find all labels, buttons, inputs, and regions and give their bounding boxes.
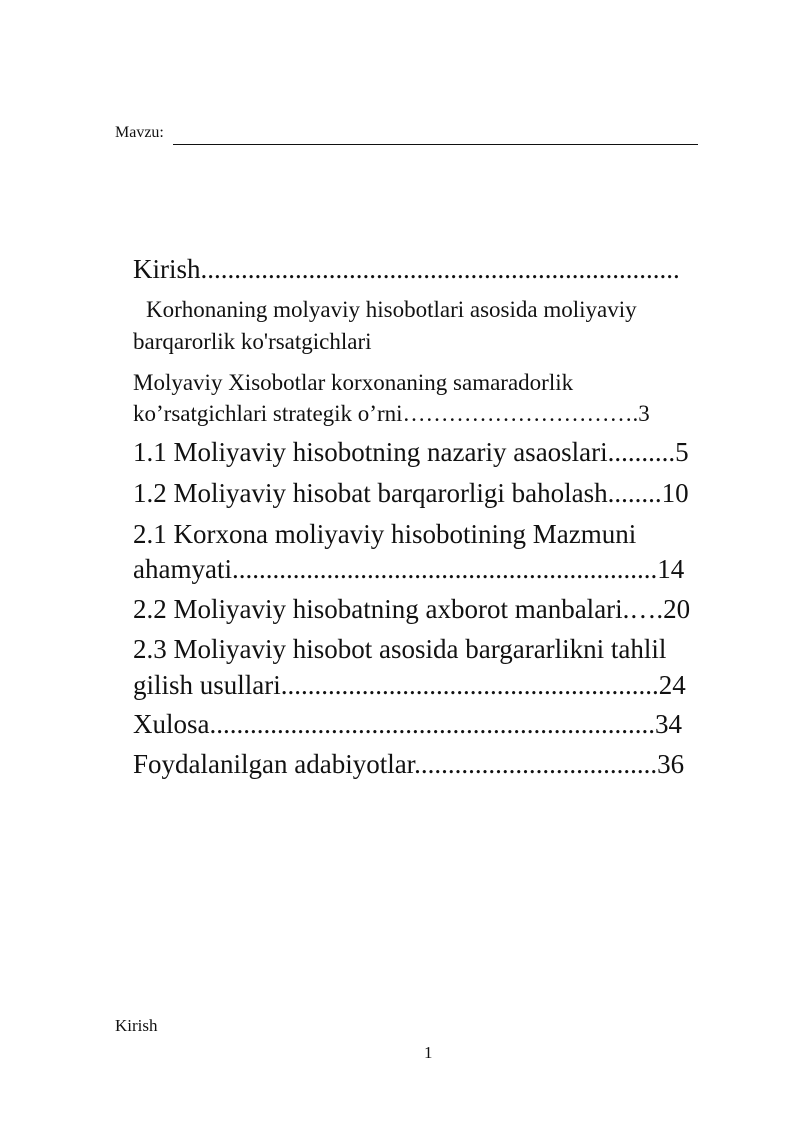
topic-underline	[173, 144, 698, 145]
toc-entry-xisobotlar-line2: ko’rsatgichlari strategik o’rni………………………….3	[133, 401, 650, 426]
toc-section-title-line1: Korhonaning molyaviy hisobotlari asosida moliyaviy	[146, 297, 637, 322]
page-number: 1	[424, 1043, 433, 1062]
toc-entry-xisobotlar-line1: Molyaviy Xisobotlar korxonaning samaradorlik	[133, 370, 574, 395]
topic-label: Mavzu:	[115, 124, 164, 141]
toc-entry-2-3-line1: 2.3 Moliyaviy hisobot asosida bargararlikni tahlil	[133, 634, 667, 664]
toc-entry-adabiyotlar: Foydalanilgan adabiyotlar....................................36	[133, 749, 685, 779]
toc-entry-1-2: 1.2 Moliyaviy hisobat barqarorligi baholash........10	[133, 478, 689, 508]
toc-section-title-line2: barqarorlik ko'rsatgichlari	[133, 329, 372, 354]
toc-entry-kirish: Kirish.......................................................................	[133, 254, 680, 284]
toc-entry-2-1-line2: ahamyati...............................................................14	[133, 554, 685, 584]
toc-entry-2-3-line2: gilish usullari........................................................24	[133, 670, 686, 700]
footer-heading: Kirish	[115, 1016, 158, 1035]
toc-entry-2-1-line1: 2.1 Korxona moliyaviy hisobotining Mazmuni	[133, 519, 637, 549]
toc-entry-1-1: 1.1 Moliyaviy hisobotning nazariy asaoslari..........5	[133, 437, 689, 467]
toc-entry-xulosa: Xulosa..................................................................34	[133, 709, 682, 739]
toc-entry-2-2: 2.2 Moliyaviy hisobatning axborot manbalari.….20	[133, 594, 691, 624]
